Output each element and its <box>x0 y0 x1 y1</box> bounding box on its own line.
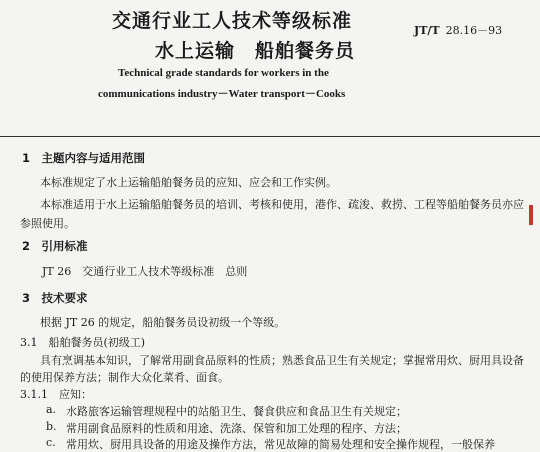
item-a-label: a. <box>46 403 57 416</box>
section-1-heading: 1 主题内容与适用范围 <box>22 151 146 165</box>
section-1-paragraph-1: 本标准规定了水上运输船舶餐务员的应知、应会和工作实例。 <box>40 176 337 189</box>
margin-mark <box>529 205 533 225</box>
english-title-line-1: Technical grade standards for workers in the <box>118 67 329 79</box>
title-line-1: 交通行业工人技术等级标准 <box>112 10 353 32</box>
section-3-1-heading: 3.1 船舶餐务员(初级工) <box>20 336 146 349</box>
section-1-paragraph-2a: 本标准适用于水上运输船舶餐务员的培训、考核和使用，港作、疏浚、救捞、工程等船舶餐务员亦应 <box>40 198 524 211</box>
standard-number: 28.16－93 <box>445 24 503 37</box>
item-b-text: 常用副食品原料的性质和用途、洗涤、保管和加工处理的程序、方法； <box>66 422 407 435</box>
item-b-label: b. <box>46 420 57 433</box>
section-3-1-paragraph-a: 具有烹调基本知识，了解常用副食品原料的性质；熟悉食品卫生有关规定；掌握常用炊、厨用具设备 <box>40 354 524 367</box>
section-3-1-paragraph-b: 的使用保养方法；制作大众化菜肴、面食。 <box>20 371 229 384</box>
section-2-reference: JT 26 交通行业工人技术等级标准 总则 <box>42 265 248 278</box>
item-c-label: c. <box>46 436 56 449</box>
section-3-heading: 3 技术要求 <box>22 291 88 305</box>
section-3-paragraph: 根据 JT 26 的规定，船舶餐务员设初级一个等级。 <box>40 316 286 329</box>
title-line-2: 水上运输 船舶餐务员 <box>155 40 356 62</box>
header-divider <box>0 136 540 137</box>
standard-code-prefix: JT/T <box>414 24 440 37</box>
section-2-heading: 2 引用标准 <box>22 239 88 253</box>
section-3-1-1-heading: 3.1.1 应知： <box>20 388 92 401</box>
english-title-line-2: communications industry－Water transport－Cooks <box>98 88 346 100</box>
standard-code <box>414 22 502 38</box>
item-c-text: 常用炊、厨用具设备的用途及操作方法，常见故障的简易处理和安全操作规程，一般保养 <box>66 438 495 451</box>
section-1-paragraph-2b: 参照使用。 <box>20 217 75 230</box>
item-a-text: 水路旅客运输管理规程中的站船卫生、餐食供应和食品卫生有关规定； <box>66 405 407 418</box>
